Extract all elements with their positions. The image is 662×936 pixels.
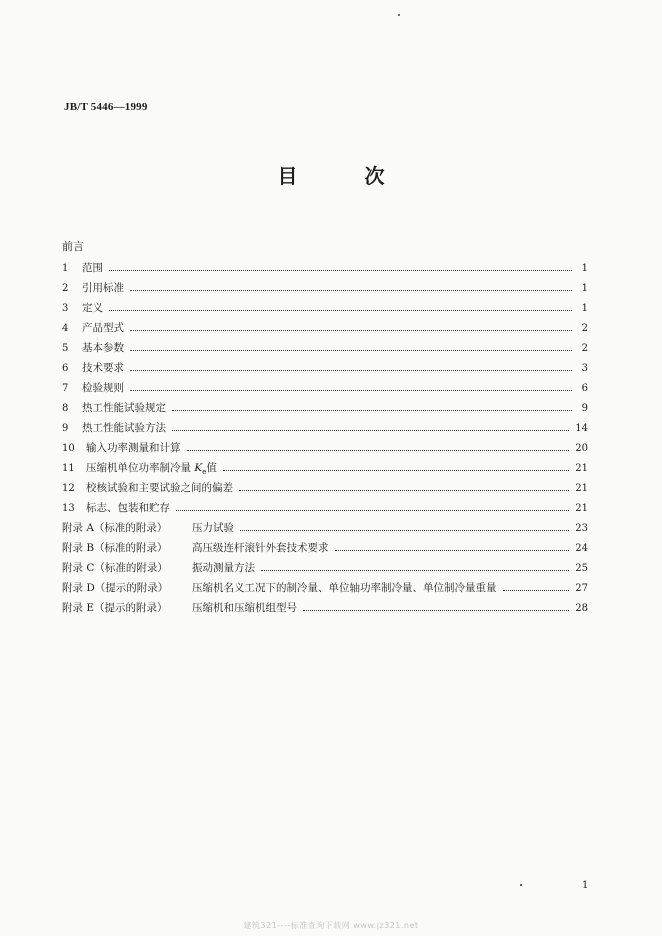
toc-entry-label [82,378,124,398]
toc-entry-label [82,338,124,358]
toc-entry-number: 13 [62,503,75,514]
toc-entry-number: 7 [62,383,69,394]
toc-appendix-entry[interactable] [62,598,588,618]
toc-entry-label [82,358,124,378]
toc-appendix-entry[interactable] [62,538,588,558]
toc-leader-dots [130,389,572,391]
toc-entry-number: 12 [62,483,75,494]
toc-entry-label-text: 基本参数 [82,342,124,354]
toc-entry[interactable] [62,398,588,418]
page-title: 目 次 [277,164,415,188]
toc-leader-dots [335,549,570,551]
appendix-page: 27 [575,583,588,594]
appendix-label: 压缩机和压缩机组型号 [192,602,297,614]
toc-entry[interactable] [62,478,588,498]
appendix-page: 28 [575,603,588,614]
toc-entry-label-text: 热工性能试验方法 [82,422,166,434]
toc-leader-dots [187,449,570,451]
toc-entry-label [82,278,124,298]
watermark: 建筑321----标准查询下载网 www.jz321.net [243,921,419,930]
appendix-page: 23 [575,523,588,534]
toc-entry-label-text: 范围 [82,262,103,274]
toc-entry[interactable] [62,258,588,278]
toc-leader-dots [239,489,569,491]
toc-entry-page: 21 [575,483,588,494]
toc-entry-page: 1 [581,283,588,294]
toc-entry-label [82,298,103,318]
toc-entry-page: 2 [581,343,588,354]
toc-entry[interactable] [62,338,588,358]
toc-entry-label [82,398,166,418]
toc-entry-label-text: 定义 [82,302,103,314]
toc-entry-number: 1 [62,263,69,274]
standard-code: JB/T 5446—1999 [64,101,148,113]
appendix-page: 25 [575,563,588,574]
appendix-label: 高压级连杆滚针外套技术要求 [192,542,329,554]
toc-leader-dots [109,269,572,271]
toc-entry-label-text: 输入功率测量和计算 [86,442,181,454]
toc-leader-dots [503,589,570,591]
toc-entry-label-text: 产品型式 [82,322,124,334]
toc-entry[interactable] [62,318,588,338]
toc-entry[interactable] [62,298,588,318]
footer-page-number: 1 [582,880,589,891]
toc-entry-label [86,498,170,518]
table-of-contents [62,238,588,618]
appendix-prefix: 附录 D（提示的附录） [62,582,169,594]
toc-entry-label-text: 热工性能试验规定 [82,402,166,414]
toc-entry-page: 21 [575,463,588,474]
toc-entry-page: 21 [575,503,588,514]
toc-entry[interactable] [62,418,588,438]
toc-entry-label-text: 校核试验和主要试验之间的偏差 [86,482,233,494]
toc-entry-label-text: 压缩机单位功率制冷量 [86,462,191,474]
toc-leader-dots [172,409,572,411]
toc-leader-dots [130,329,572,331]
toc-entry-number: 2 [62,283,69,294]
toc-entry-number: 5 [62,343,69,354]
toc-entry[interactable] [62,438,588,458]
toc-leader-dots [303,609,569,611]
toc-entry-label-text: 技术要求 [82,362,124,374]
toc-appendices [62,518,588,618]
appendix-prefix: 附录 A（标准的附录） [62,522,168,534]
toc-leader-dots [172,429,569,431]
toc-entry-label [82,318,124,338]
toc-entry-page: 14 [575,423,588,434]
appendix-prefix: 附录 C（标准的附录） [62,562,168,574]
toc-leader-dots [176,509,569,511]
toc-entry-label-text: 标志、包装和贮存 [86,502,170,514]
toc-entry-number: 6 [62,363,69,374]
toc-leader-dots [223,469,569,471]
toc-entry-page: 1 [581,263,588,274]
toc-entry-label [86,438,181,458]
appendix-prefix: 附录 E（提示的附录） [62,602,168,614]
toc-entry[interactable] [62,378,588,398]
appendix-prefix: 附录 B（标准的附录） [62,542,168,554]
toc-appendix-entry[interactable] [62,578,588,598]
appendix-label: 压力试验 [192,522,234,534]
toc-leader-dots [130,349,572,351]
toc-entry[interactable] [62,498,588,518]
toc-entry-symbol: K [194,462,203,474]
scan-speck [520,884,522,886]
toc-leader-dots [109,309,572,311]
toc-entry-page: 20 [575,443,588,454]
toc-entry-symbol-subscript: e [202,468,207,477]
toc-entry-label [82,258,103,278]
toc-entry-label-text: 引用标准 [82,282,124,294]
toc-leader-dots [130,369,572,371]
toc-entry-label [86,478,233,498]
toc-entry[interactable] [62,358,588,378]
toc-entry-label-text: 检验规则 [82,382,124,394]
toc-entry-page: 6 [581,383,588,394]
toc-entry-page: 2 [581,323,588,334]
toc-entry-number: 11 [62,463,75,474]
toc-entry-label [82,418,166,438]
scan-speck [398,14,400,16]
toc-entry-number: 10 [62,443,75,454]
appendix-label: 压缩机名义工况下的制冷量、单位轴功率制冷量、单位制冷量重量 [192,582,497,594]
toc-appendix-entry[interactable] [62,558,588,578]
toc-entry-number: 3 [62,303,69,314]
toc-leader-dots [240,529,569,531]
toc-entry-number: 4 [62,323,69,334]
appendix-label: 振动测量方法 [192,562,255,574]
appendix-page: 24 [575,543,588,554]
toc-entry-page: 3 [581,363,588,374]
toc-entry-label-tail: 值 [206,462,217,474]
toc-preface[interactable]: 前言 [62,240,84,253]
toc-entry[interactable] [62,278,588,298]
toc-sections [62,258,588,518]
toc-entry-number: 8 [62,403,69,414]
toc-entry-page: 9 [581,403,588,414]
toc-entry-page: 1 [581,303,588,314]
toc-entry[interactable] [62,458,588,478]
toc-appendix-entry[interactable] [62,518,588,538]
toc-entry-number: 9 [62,423,69,434]
toc-leader-dots [130,289,572,291]
toc-leader-dots [261,569,569,571]
